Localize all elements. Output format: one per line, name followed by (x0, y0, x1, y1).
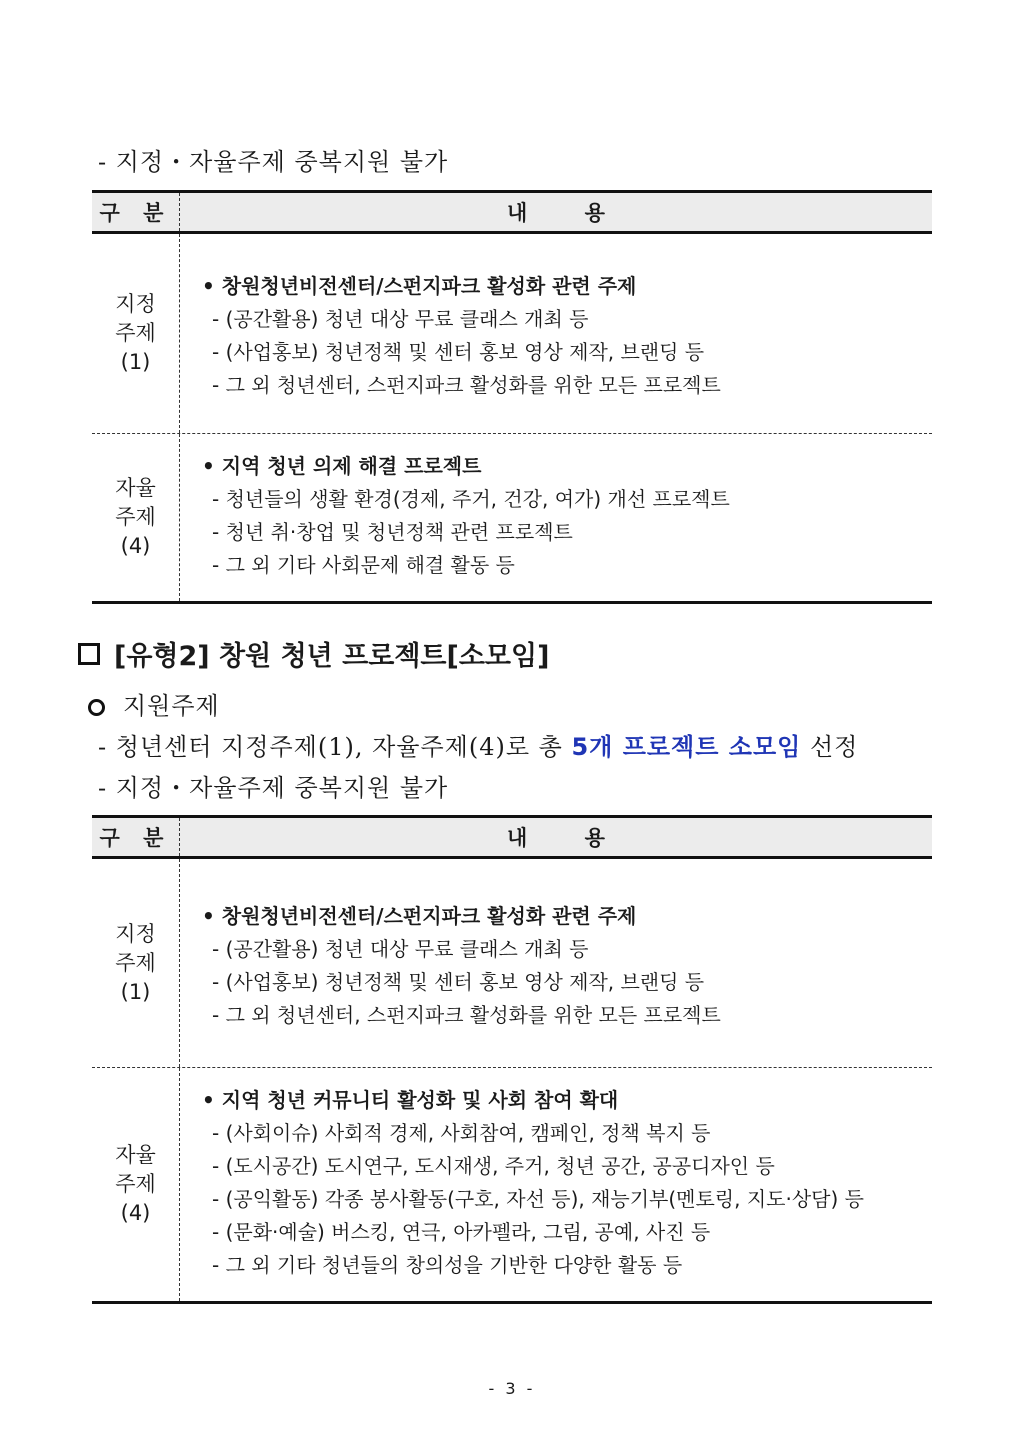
list-item: - 청년 취·창업 및 청년정책 관련 프로젝트 (212, 520, 573, 544)
table-row-designated (92, 859, 932, 1068)
row-content (202, 270, 721, 402)
page-number: - 3 - (488, 1379, 536, 1398)
row-label: 자율 주제 (4) (92, 434, 180, 601)
row-content (202, 450, 730, 582)
row-label: 지정 주제 (1) (92, 234, 180, 433)
list-item: - 그 외 기타 청년들의 창의성을 기반한 다양한 활동 등 (212, 1253, 683, 1277)
header-category: 구 분 (92, 818, 180, 856)
list-item: - (문화·예술) 버스킹, 연극, 아카펠라, 그림, 공예, 사진 등 (212, 1220, 711, 1244)
list-item: - 그 외 기타 사회문제 해결 활동 등 (212, 553, 515, 577)
list-item: - (공익활동) 각종 봉사활동(구호, 자선 등), 재능기부(멘토링, 지도·상담) 등 (212, 1187, 864, 1211)
row-bullet: • 창원청년비전센터/스펀지파크 활성화 관련 주제 (202, 274, 637, 298)
row-label: 지정 주제 (1) (92, 859, 180, 1067)
selection-note: - 청년센터 지정주제(1), 자율주제(4)로 총 5개 프로젝트 소모임 선정 (98, 733, 859, 761)
row-bullet: • 지역 청년 커뮤니티 활성화 및 사회 참여 확대 (202, 1088, 619, 1112)
list-item: - (사업홍보) 청년정책 및 센터 홍보 영상 제작, 브랜딩 등 (212, 970, 705, 994)
table-row-free (92, 1068, 932, 1304)
list-item: - (공간활용) 청년 대상 무료 클래스 개최 등 (212, 937, 589, 961)
duplicate-note: - 지정・자율주제 중복지원 불가 (98, 774, 449, 802)
circle-bullet-icon (88, 699, 105, 716)
row-label: 자율 주제 (4) (92, 1068, 180, 1301)
list-item: - 그 외 청년센터, 스펀지파크 활성화를 위한 모든 프로젝트 (212, 373, 721, 397)
list-item: - 그 외 청년센터, 스펀지파크 활성화를 위한 모든 프로젝트 (212, 1003, 721, 1027)
checkbox-square-icon (78, 643, 100, 665)
list-item: - (도시공간) 도시연구, 도시재생, 주거, 청년 공간, 공공디자인 등 (212, 1154, 775, 1178)
list-item: - 청년들의 생활 환경(경제, 주거, 건강, 여가) 개선 프로젝트 (212, 487, 730, 511)
highlight-text: 5개 프로젝트 소모임 (571, 733, 802, 761)
list-item: - (사회이슈) 사회적 경제, 사회참여, 캠페인, 정책 복지 등 (212, 1121, 711, 1145)
top-note: - 지정・자율주제 중복지원 불가 (98, 148, 449, 176)
sub-heading: 지원주제 (88, 686, 220, 721)
row-bullet: • 창원청년비전센터/스펀지파크 활성화 관련 주제 (202, 904, 637, 928)
table-header (92, 190, 932, 234)
table-row-designated (92, 234, 932, 434)
row-content (202, 900, 721, 1032)
table-header (92, 815, 932, 859)
section-title: [유형2] 창원 청년 프로젝트[소모임] (78, 634, 549, 673)
row-content (202, 1084, 864, 1282)
list-item: - (공간활용) 청년 대상 무료 클래스 개최 등 (212, 307, 589, 331)
list-item: - (사업홍보) 청년정책 및 센터 홍보 영상 제작, 브랜딩 등 (212, 340, 705, 364)
header-category: 구 분 (92, 193, 180, 231)
header-content: 내 용 (507, 201, 605, 225)
row-bullet: • 지역 청년 의제 해결 프로젝트 (202, 454, 482, 478)
table-row-free (92, 434, 932, 604)
header-content: 내 용 (507, 826, 605, 850)
